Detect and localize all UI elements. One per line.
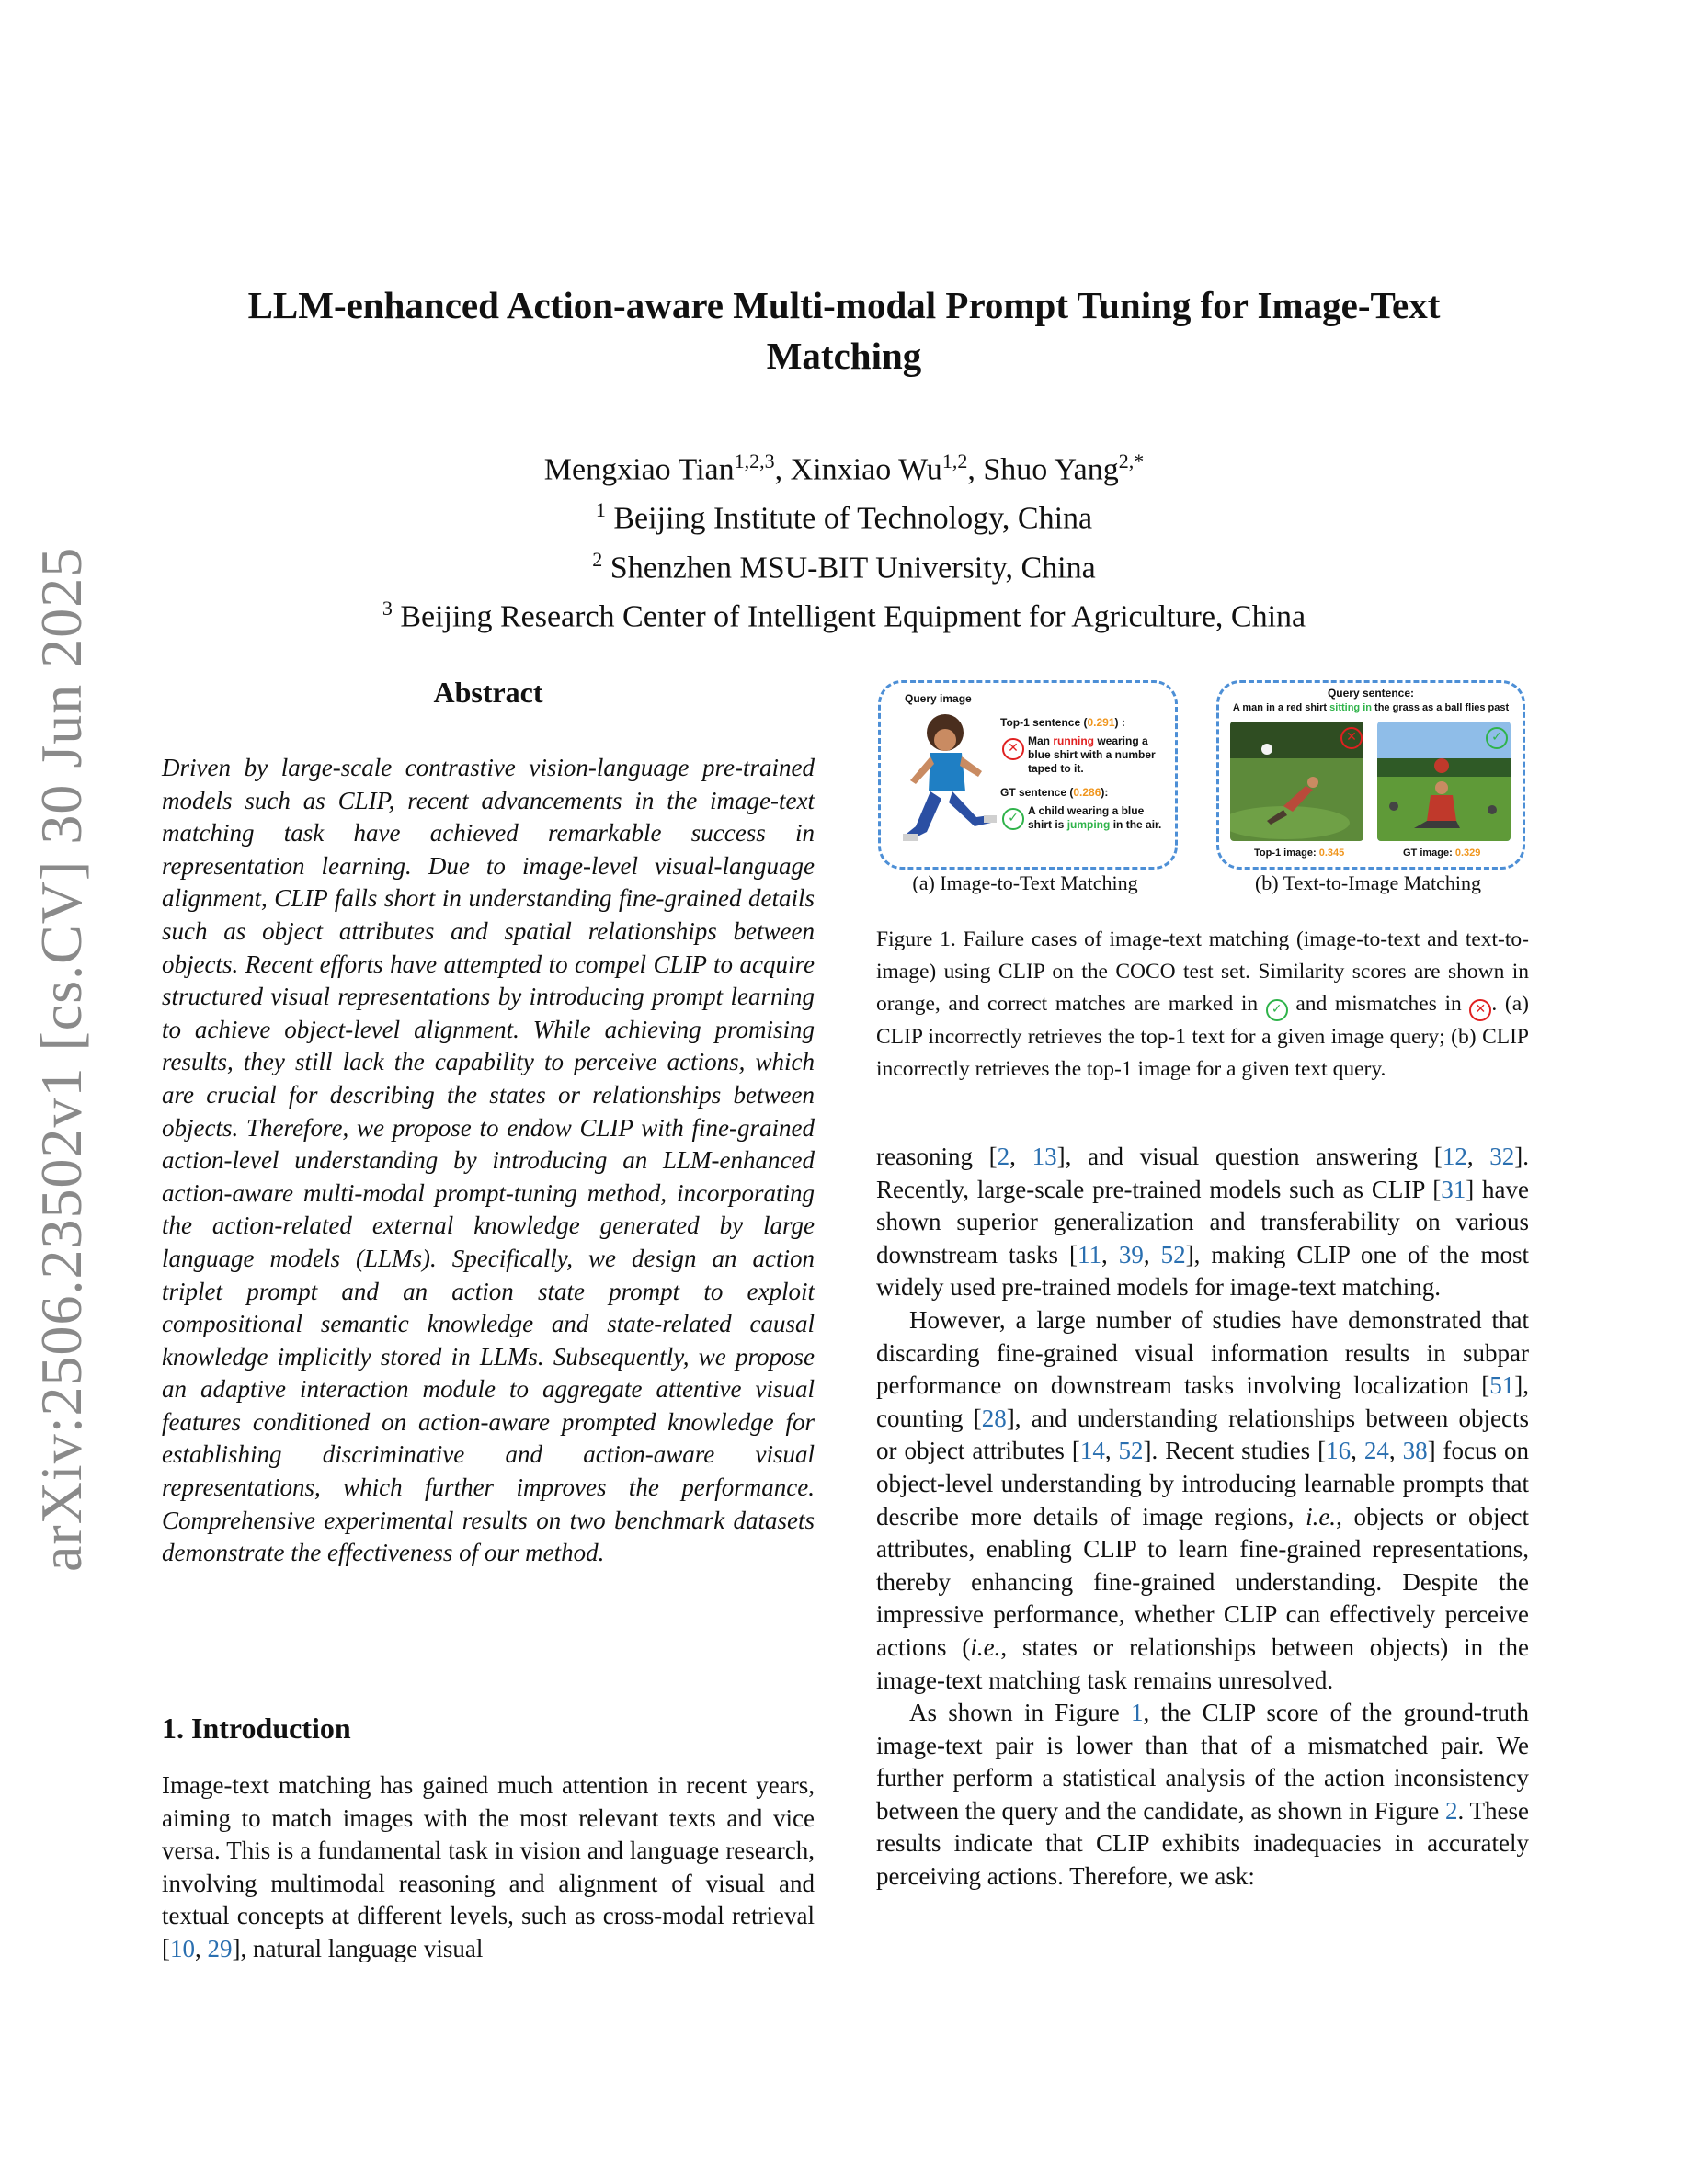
label-text: ) : — [1114, 716, 1125, 729]
author-3: Shuo Yang — [983, 452, 1119, 487]
author-2-sup: 1,2 — [941, 449, 968, 472]
sentence-text: wearing a blue shirt with a number taped to it. — [1028, 734, 1156, 775]
body-text: , objects or object attributes, enabling CLIP to learn fine-grained representations, thereby enhancing fine-grained understanding. Despite the impressive performance, whether CLIP can effectively perceive actions ( — [876, 1502, 1529, 1661]
citation-separator: , — [1351, 1437, 1364, 1465]
caption-text: . (a) CLIP incorrectly retrieves the top-1 text for a given image query; (b) CLIP incorrectly retrieves the top-1 image for a given text query. — [876, 992, 1529, 1081]
citation-separator: , — [195, 1934, 208, 1962]
label-text: Top-1 image: — [1254, 847, 1319, 859]
citation-link[interactable]: 2 — [997, 1143, 1010, 1170]
match-check-icon: ✓ — [1002, 808, 1024, 830]
citation-link[interactable]: 13 — [1032, 1143, 1057, 1170]
similarity-score: 0.329 — [1454, 847, 1481, 859]
paragraph — [876, 1304, 1529, 1697]
similarity-score: 0.291 — [1087, 716, 1115, 729]
citation-link[interactable]: 11 — [1078, 1240, 1102, 1268]
affiliation-3-text: Beijing Research Center of Intelligent Equipment for Agriculture, China — [400, 599, 1306, 634]
author-block — [165, 441, 1523, 637]
body-text: ], and visual question answering [ — [1056, 1143, 1443, 1170]
body-text: ]. Recent studies [ — [1143, 1437, 1327, 1465]
citation-link[interactable]: 52 — [1160, 1240, 1186, 1268]
body-text: ], and understanding relationships between objects or object attributes [ — [876, 1404, 1529, 1465]
affiliation-3 — [165, 588, 1523, 637]
action-word-wrong: running — [1053, 734, 1094, 747]
citation-link[interactable]: 31 — [1441, 1175, 1466, 1203]
affiliation-2 — [165, 540, 1523, 588]
citation-separator: , — [1388, 1437, 1403, 1465]
body-text: However, a large number of studies have demonstrated that discarding fine-grained visual information results in subpar performance on downstream tasks involving localization [ — [876, 1305, 1529, 1400]
introduction-heading: 1. Introduction — [162, 1712, 351, 1745]
right-column-body — [876, 1141, 1529, 1894]
abstract-text: Driven by large-scale contrastive vision-language pre-trained models such as CLIP, recent advancements in the image-text matching task have achieved remarkable success in representation learning. Due to image-level visual-language alignment, CLIP falls short in understanding fine-grained details such as object attributes and spatial relationships between objects. Recent efforts have attempted to compel CLIP to acquire structured visual representations by introducing prompt learning to achieve object-level alignment. While achieving promising results, they still lack the capability to perceive actions, which are crucial for describing the states or relationships between objects. Therefore, we propose to endow CLIP with fine-grained action-level understanding by introducing an LLM-enhanced action-aware multi-modal prompt-tuning method, incorporating the action-related external knowledge generated by large language models (LLMs). Specifically, we design an action triplet prompt and an action state prompt to exploit compositional semantic knowledge and state-related causal knowledge implicitly stored in LLMs. Subsequently, we propose an adaptive interaction module to aggregate attentive visual features conditioned on action-aware prompted knowledge for establishing discriminative and action-aware visual representations, which further improves the performance. Comprehensive experimental results on two benchmark datasets demonstrate the effectiveness of our method. — [162, 754, 815, 1567]
similarity-score: 0.345 — [1318, 847, 1345, 859]
citation-link[interactable]: 29 — [207, 1934, 233, 1962]
author-1-sup: 1,2,3 — [734, 449, 775, 472]
author-2: Xinxiao Wu — [790, 452, 942, 487]
label-text: Top-1 sentence ( — [1000, 716, 1088, 729]
affiliation-2-text: Shenzhen MSU-BIT University, China — [610, 550, 1096, 585]
body-text: , states or relationships between objects) in the image-text matching task remains unresolved. — [876, 1632, 1529, 1694]
citation-link[interactable]: 16 — [1326, 1437, 1352, 1465]
body-text: ] have shown superior generalization and transferability on various downstream tasks [ — [876, 1175, 1529, 1268]
italic-abbrev: i.e. — [1306, 1502, 1337, 1530]
sentence-text: in the air. — [1110, 818, 1162, 831]
citation-separator: , — [1143, 1240, 1161, 1268]
affiliation-1-text: Beijing Institute of Technology, China — [613, 501, 1093, 536]
action-word-correct: jumping — [1066, 818, 1111, 831]
paper-title — [165, 280, 1523, 381]
gt-sentence-label — [1000, 786, 1166, 800]
caption-text: Figure 1. Failure cases of image-text matching (image-to-text and text-to-image) using CLIP on the COCO test set. Similarity scores are shown in orange, and correct matches are marked in — [876, 927, 1529, 1016]
arxiv-identifier: arXiv:2506.23502v1 [cs.CV] 30 Jun 2025 — [29, 546, 94, 1572]
citation-separator: , — [1466, 1143, 1490, 1170]
author-3-sup: 2,* — [1118, 449, 1145, 472]
check-icon: ✓ — [1266, 999, 1288, 1021]
body-text: ]. Recently, large-scale pre-trained models such as CLIP [ — [876, 1143, 1530, 1203]
affiliation-1 — [165, 490, 1523, 539]
body-text: As shown in Figure — [909, 1699, 1131, 1727]
paragraph — [876, 1141, 1529, 1304]
citation-link[interactable]: 12 — [1442, 1143, 1467, 1170]
query-sentence-label: Query sentence: — [1327, 687, 1415, 700]
intro-text: ], natural language visual — [232, 1934, 484, 1962]
sentence-text: A child wearing a blue shirt is — [1028, 804, 1145, 831]
body-text: ], counting [ — [876, 1371, 1529, 1432]
query-image-label: Query image — [905, 692, 972, 705]
citation-separator: , — [1101, 1240, 1119, 1268]
sentence-text: Man — [1028, 734, 1054, 747]
introduction-paragraph — [162, 1769, 815, 1966]
label-text: GT image: — [1403, 847, 1455, 859]
mismatch-x-icon: ✕ — [1002, 738, 1024, 760]
figure-link[interactable]: 1 — [1130, 1699, 1144, 1727]
body-text: , the CLIP score of the ground-truth image-text pair is lower than that of a mismatched pair. We further perform a statistical analysis of the action inconsistency between the query and the candidate, as shown in Figure — [876, 1699, 1529, 1825]
top1-sentence-text — [1028, 734, 1166, 776]
citation-link[interactable]: 10 — [170, 1934, 195, 1962]
citation-separator: , — [1009, 1143, 1032, 1170]
affiliation-3-sup: 3 — [382, 596, 393, 620]
label-text: ): — [1101, 786, 1109, 799]
citation-link[interactable]: 51 — [1489, 1371, 1515, 1400]
child-jumping-image — [897, 707, 998, 859]
subfigure-a-label: (a) Image-to-Text Matching — [912, 871, 1138, 894]
citation-link[interactable]: 52 — [1118, 1437, 1144, 1465]
gt-image-caption — [1403, 847, 1480, 860]
abstract-heading: Abstract — [433, 676, 543, 709]
body-text: ], making CLIP one of the most widely used pre-trained models for image-text matching. — [876, 1240, 1529, 1302]
figure-1-caption — [876, 924, 1529, 1086]
subfigure-b-label: (b) Text-to-Image Matching — [1254, 871, 1482, 894]
author-1: Mengxiao Tian — [543, 452, 735, 487]
citation-link[interactable]: 38 — [1402, 1437, 1428, 1465]
sentence-text: the grass as a ball flies past — [1371, 702, 1510, 713]
query-sentence-text — [1219, 701, 1523, 715]
figure-panel-a — [878, 680, 1178, 870]
cross-icon: ✕ — [1469, 999, 1491, 1021]
citation-link[interactable]: 28 — [981, 1404, 1007, 1432]
top1-image-caption — [1254, 847, 1344, 860]
title-line-1: LLM-enhanced Action-aware Multi-modal Prompt Tuning for Image-Text — [247, 284, 1441, 326]
paragraph — [876, 1697, 1529, 1894]
author-names: Mengxiao Tian$^{1,2,3}$, Xinxiao Wu$^{1,2}$, Shuo Yang$^{2,*}$ — [543, 449, 1145, 487]
affiliation-1-sup: 1 — [595, 498, 606, 522]
similarity-score: 0.286 — [1073, 786, 1101, 799]
body-text: reasoning [ — [876, 1143, 998, 1170]
gt-sentence-text — [1028, 804, 1168, 832]
figure-link[interactable]: 2 — [1444, 1796, 1458, 1825]
caption-text: and mismatches in — [1287, 992, 1470, 1016]
body-text: ] focus on object-level understanding by introducing learnable prompts that describe more details of image regions, — [876, 1437, 1529, 1530]
sentence-text: A man in a red shirt — [1232, 702, 1330, 713]
italic-abbrev: i.e. — [970, 1632, 1001, 1661]
intro-text: Image-text matching has gained much attention in recent years, aiming to match images with the most relevant texts and vice versa. This is a fundamental task in vision and language research, involving multimodal reasoning and alignment of visual and textual concepts at different levels, such as cross-modal retrieval [ — [162, 1771, 815, 1962]
figure-panel-b — [1216, 680, 1525, 870]
title-line-2: Matching — [766, 335, 922, 377]
citation-separator: , — [1104, 1437, 1119, 1465]
match-check-icon: ✓ — [1486, 727, 1508, 749]
citation-link[interactable]: 14 — [1079, 1437, 1105, 1465]
label-text: GT sentence ( — [1000, 786, 1074, 799]
body-text: . These results indicate that CLIP exhibits inadequacies in accurately perceiving actions. Therefore, we ask: — [876, 1796, 1530, 1891]
affiliation-2-sup: 2 — [592, 547, 603, 571]
citation-link[interactable]: 32 — [1489, 1143, 1515, 1170]
citation-link[interactable]: 39 — [1118, 1240, 1144, 1268]
action-word-correct: sitting in — [1329, 702, 1372, 713]
mismatch-x-icon: ✕ — [1340, 727, 1363, 749]
citation-link[interactable]: 24 — [1363, 1437, 1389, 1465]
top1-sentence-label — [1000, 716, 1166, 730]
